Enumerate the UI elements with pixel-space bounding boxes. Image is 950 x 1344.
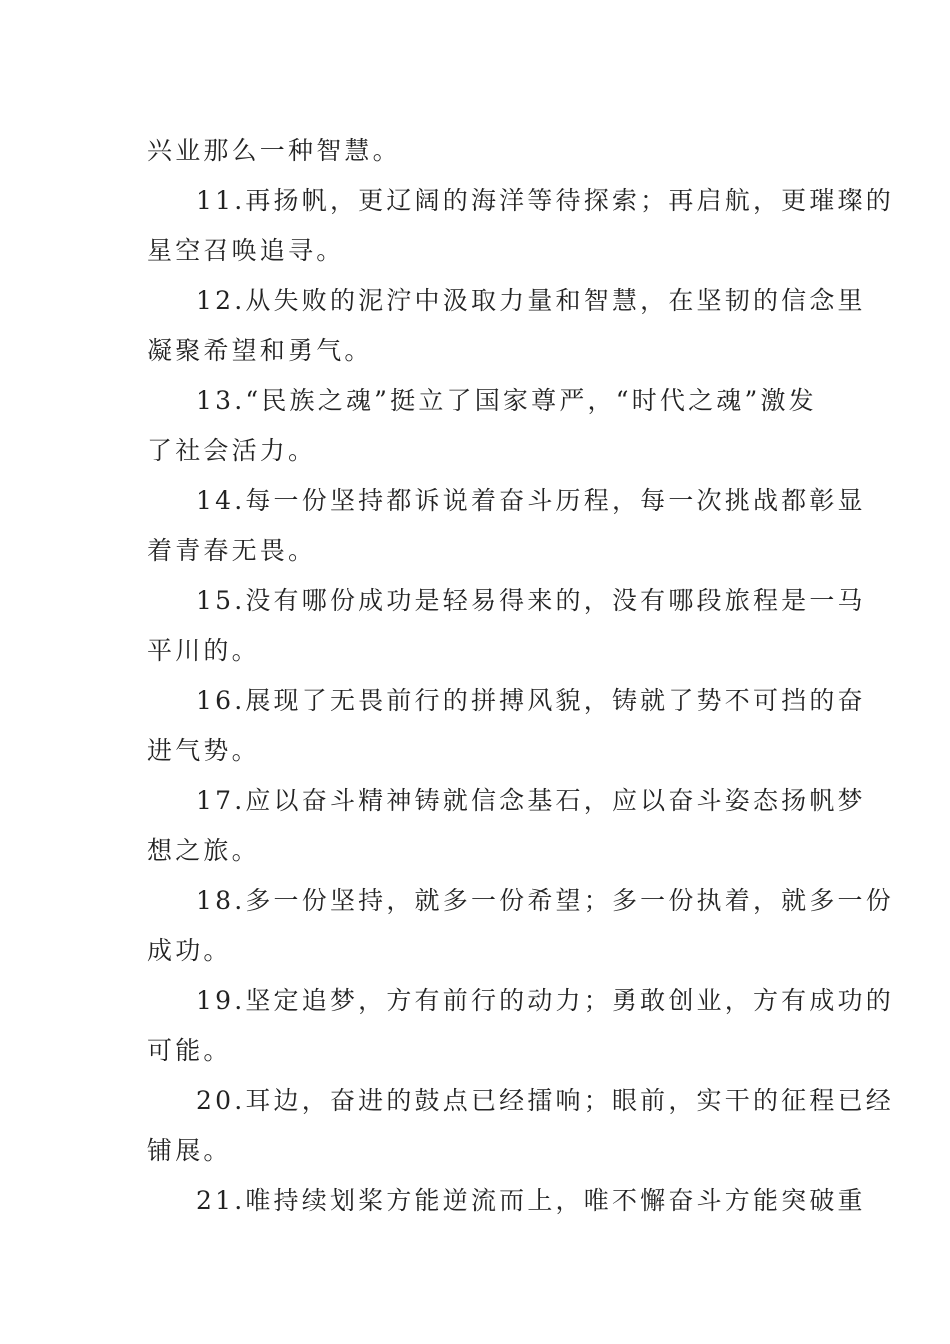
item-18-line-1: 18.多一份坚持，就多一份希望；多一份执着，就多一份 (196, 886, 894, 915)
item-13-line-2: 了社会活力。 (147, 436, 317, 465)
item-21-line-1: 21.唯持续划桨方能逆流而上，唯不懈奋斗方能突破重 (196, 1186, 866, 1215)
item-12-line-1: 12.从失败的泥泞中汲取力量和智慧，在坚韧的信念里 (196, 286, 866, 315)
text-line-continuation: 兴业那么一种智慧。 (147, 136, 401, 165)
item-19-line-1: 19.坚定追梦，方有前行的动力；勇敢创业，方有成功的 (196, 986, 894, 1015)
item-19-line-2: 可能。 (147, 1036, 232, 1065)
item-12-line-2: 凝聚希望和勇气。 (147, 336, 373, 365)
item-13-line-1: 13.“民族之魂”挺立了国家尊严，“时代之魂”激发 (196, 386, 817, 415)
item-11-line-2: 星空召唤追寻。 (147, 236, 345, 265)
item-11-line-1: 11.再扬帆，更辽阔的海洋等待探索；再启航，更璀璨的 (196, 186, 894, 215)
item-15-line-2: 平川的。 (147, 636, 260, 665)
item-17-line-2: 想之旅。 (147, 836, 260, 865)
item-20-line-1: 20.耳边，奋进的鼓点已经擂响；眼前，实干的征程已经 (196, 1086, 894, 1115)
item-14-line-2: 着青春无畏。 (147, 536, 317, 565)
item-15-line-1: 15.没有哪份成功是轻易得来的，没有哪段旅程是一马 (196, 586, 866, 615)
item-18-line-2: 成功。 (147, 936, 232, 965)
item-16-line-1: 16.展现了无畏前行的拼搏风貌，铸就了势不可挡的奋 (196, 686, 866, 715)
item-14-line-1: 14.每一份坚持都诉说着奋斗历程，每一次挑战都彰显 (196, 486, 866, 515)
item-20-line-2: 铺展。 (147, 1136, 232, 1165)
item-16-line-2: 进气势。 (147, 736, 260, 765)
item-17-line-1: 17.应以奋斗精神铸就信念基石，应以奋斗姿态扬帆梦 (196, 786, 866, 815)
